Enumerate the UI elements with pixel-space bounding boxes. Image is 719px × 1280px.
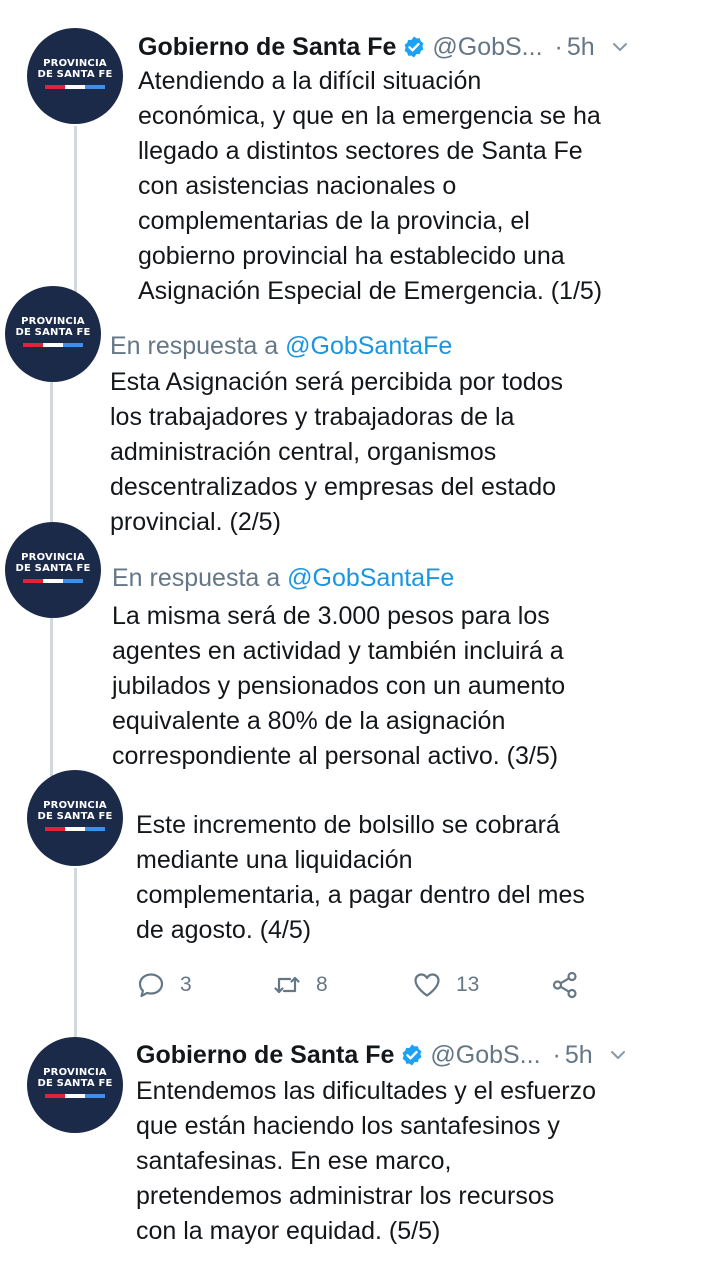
tweet-actions [136,970,596,1010]
tweet-text: La misma será de 3.000 pesos para los agentes en actividad y también incluirá a jubilados y pensionados con un aumento equivalente a 80% de la asignación correspondiente al personal activo. (3/5) [112,602,566,770]
verified-badge-icon [400,1043,424,1067]
retweet-button[interactable] [272,970,328,1000]
tweet-header [136,1038,714,1072]
separator-dot: · [554,33,563,61]
provincia-santa-fe-logo: PROVINCIA DE SANTA FE [37,58,113,80]
reply-count: 3 [180,973,192,996]
tweet-text: Atendiendo a la difícil situación económica, y que en la emergencia se ha llegado a distintos sectores de Santa Fe con asistencias nacionales o complementarias de la provincia, el gobierno provincial ha establecido una Asignación Especial de Emergencia. (1/5) [138,67,603,305]
like-count: 13 [456,973,480,996]
provincia-santa-fe-logo: PROVINCIA DE SANTA FE [37,800,113,822]
avatar[interactable] [5,286,101,382]
retweet-icon [272,970,302,1000]
reply-button[interactable] [136,970,192,1000]
avatar[interactable] [27,1037,123,1133]
verified-badge-icon [402,35,426,59]
author-name[interactable]: Gobierno de Santa Fe [138,33,397,61]
tweet-3[interactable] [112,562,712,774]
tweet-4[interactable] [136,808,711,948]
timestamp[interactable]: 5h [564,1041,593,1069]
avatar[interactable] [27,28,123,124]
tweet-text: Entendemos las dificultades y el esfuerzo que están haciendo los santafesinos y santafesinas. En ese marco, pretendemos administrar los recursos con la mayor equidad. (5/5) [136,1077,596,1245]
like-button[interactable] [412,970,479,1000]
provincia-santa-fe-logo: PROVINCIA DE SANTA FE [15,552,91,574]
tweet-text: Este incremento de bolsillo se cobrará mediante una liquidación complementaria, a pagar dentro del mes de agosto. (4/5) [136,811,585,944]
tweet-header [138,30,713,64]
provincia-santa-fe-logo: PROVINCIA DE SANTA FE [37,1067,113,1089]
tweet-1[interactable] [138,30,713,309]
timestamp[interactable]: 5h [566,33,595,61]
avatar[interactable] [27,770,123,866]
author-handle[interactable]: @GobS... [430,1041,541,1069]
avatar[interactable] [5,522,101,618]
heart-icon [412,970,442,1000]
mention-link[interactable]: @GobSantaFe [285,332,453,360]
author-name[interactable]: Gobierno de Santa Fe [136,1041,395,1069]
reply-icon [136,970,166,1000]
tweet-2[interactable] [110,330,710,540]
separator-dot: · [552,1041,561,1069]
reply-context: En respuesta a @GobSantaFe [110,332,453,360]
provincia-santa-fe-logo: PROVINCIA DE SANTA FE [15,316,91,338]
share-button[interactable] [550,970,594,1000]
tweet-5[interactable] [136,1038,714,1249]
mention-link[interactable]: @GobSantaFe [287,564,455,592]
reply-context: En respuesta a @GobSantaFe [112,564,455,592]
share-icon [550,970,580,1000]
chevron-down-icon[interactable] [607,1044,629,1066]
chevron-down-icon[interactable] [609,36,631,58]
tweet-text: Esta Asignación será percibida por todos los trabajadores y trabajadoras de la administración central, organismos descentralizados y empresas del estado provincial. (2/5) [110,368,564,536]
author-handle[interactable]: @GobS... [432,33,543,61]
retweet-count: 8 [316,973,328,996]
thread-line-4 [74,868,77,1038]
